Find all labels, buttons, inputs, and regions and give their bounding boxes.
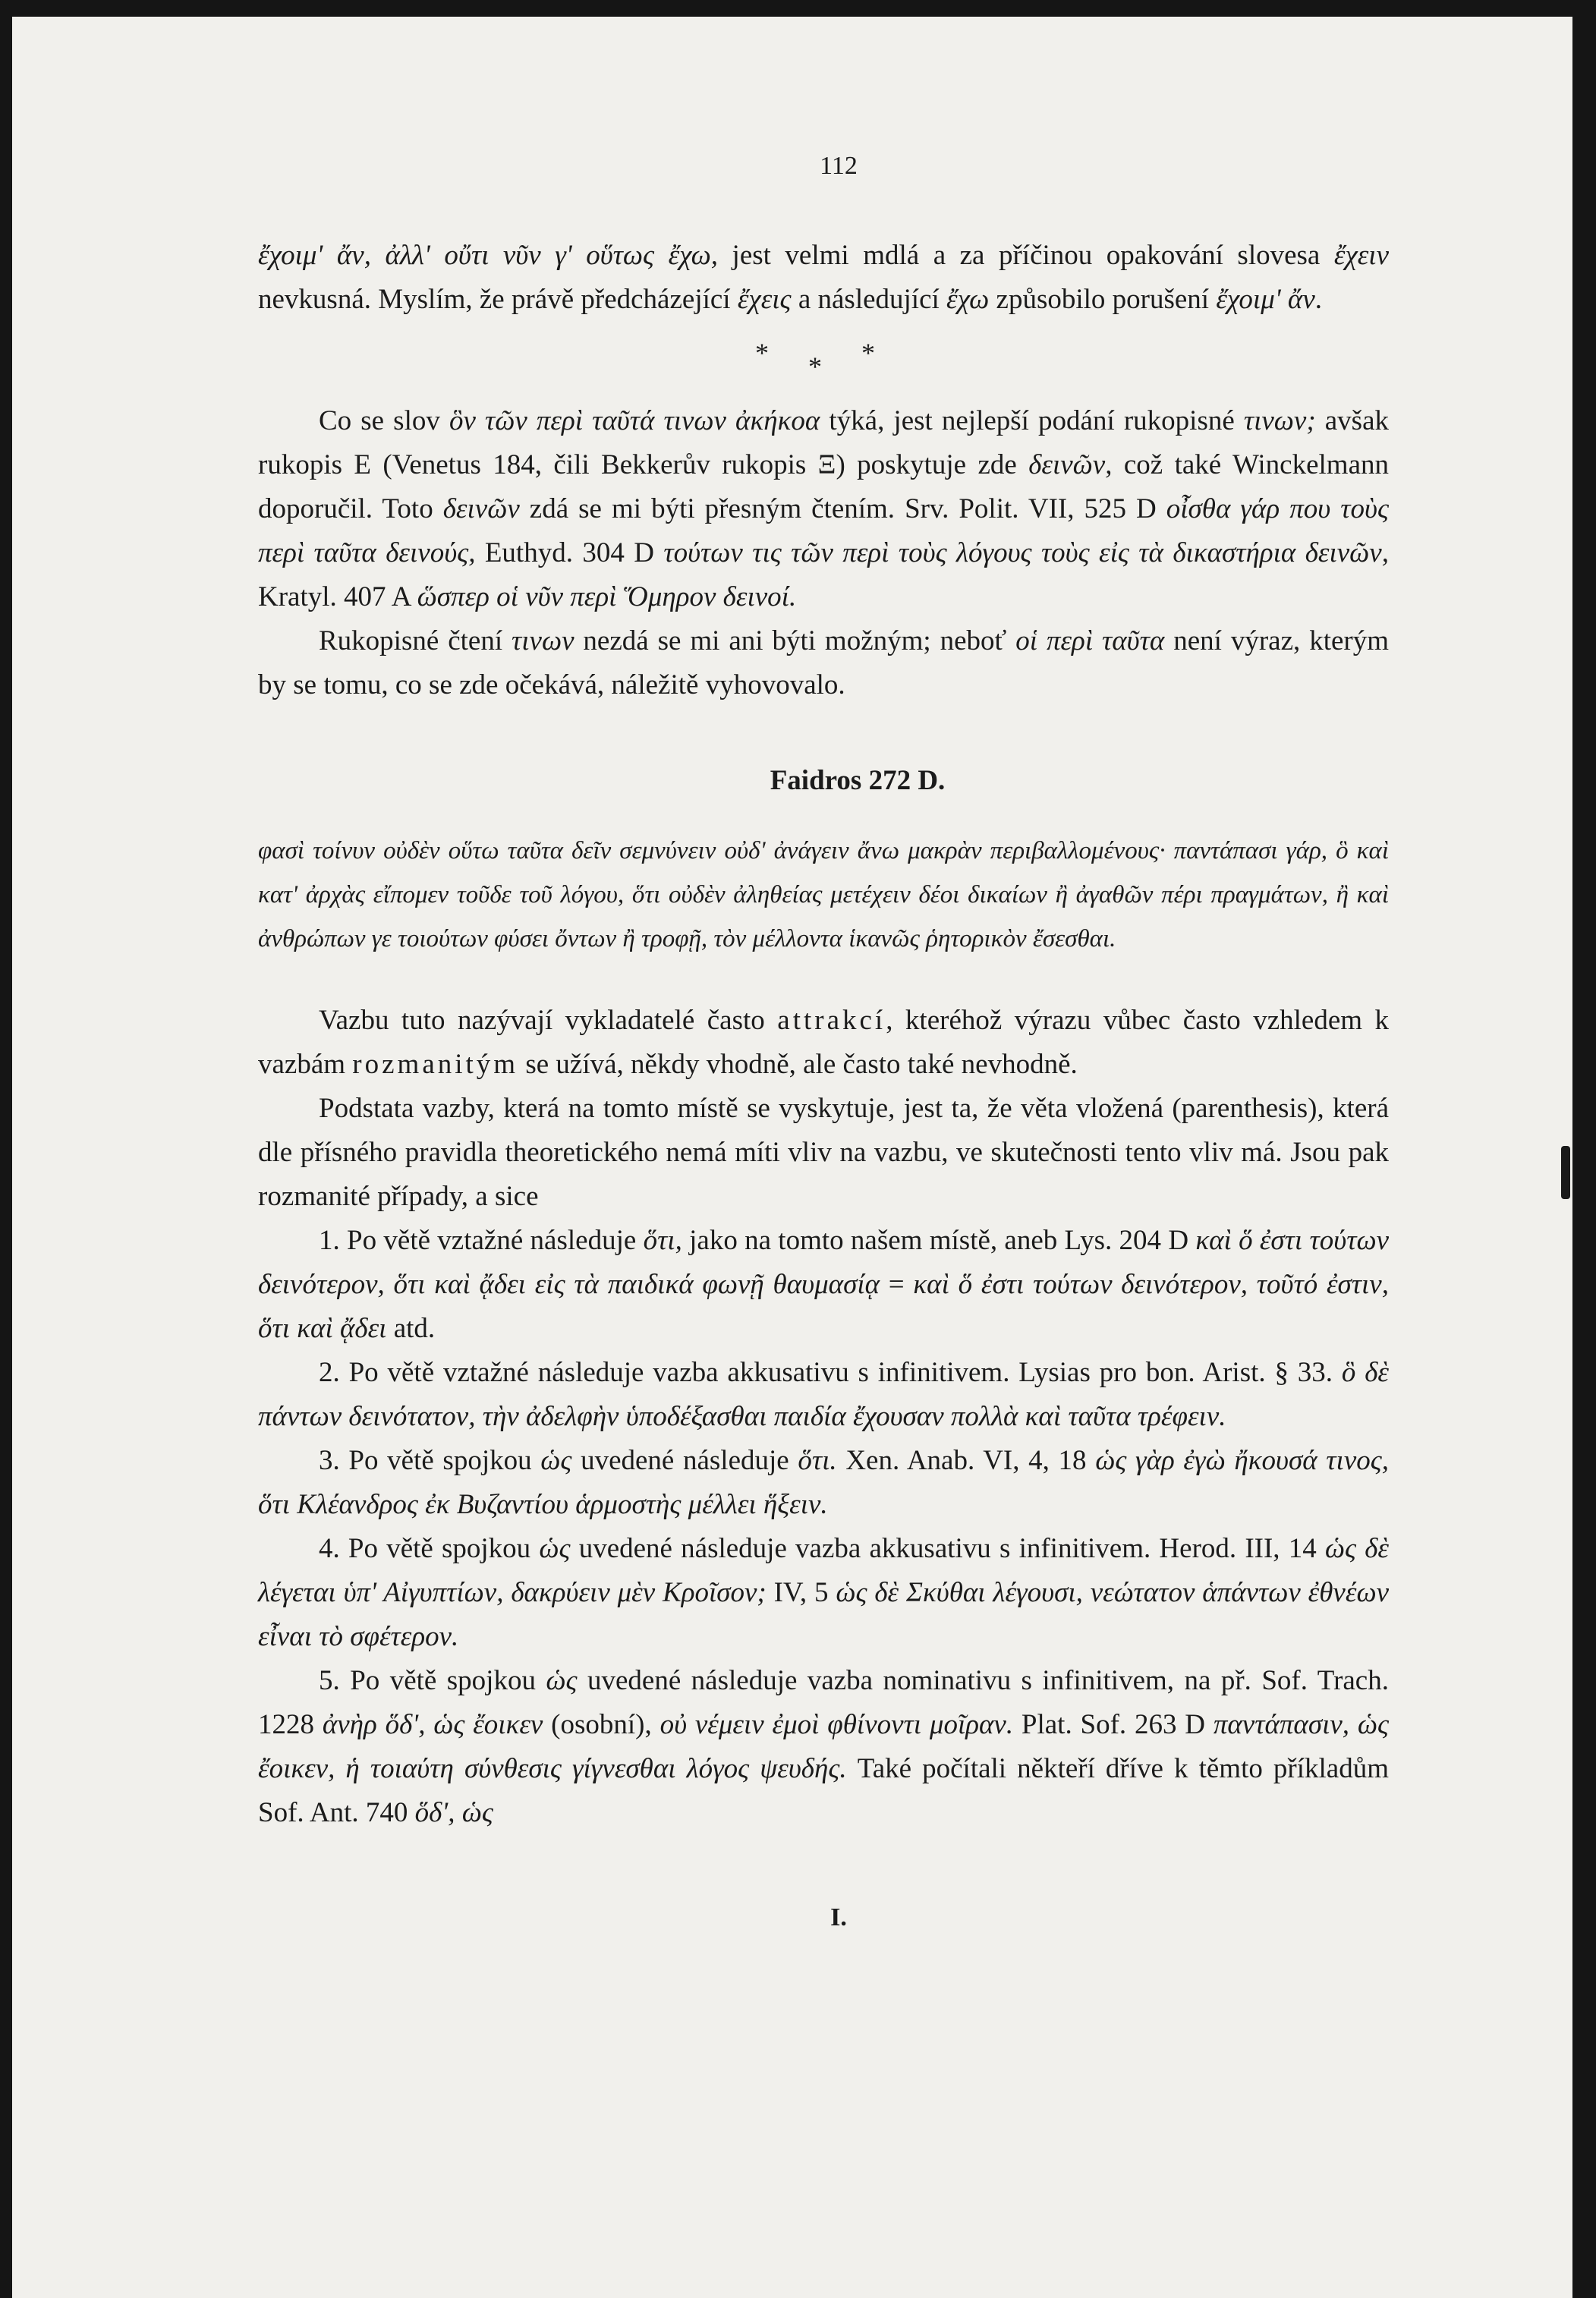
- list-item-2: 2. Po větě vztažné následuje vazba akkusativu s infinitivem. Lysias pro bon. Arist. § 33. ὃ δὲ πάντων δεινότατον, τὴν ἀδελφὴν ὑποδέξασθαι παιδία ἔχουσαν πολλὰ καὶ ταῦτα τρέφειν.: [258, 1357, 1389, 1432]
- paragraph-3: Rukopisné čtení τινων nezdá se mi ani býti možným; neboť οἱ περὶ ταῦτα není výraz, kterým by se tomu, co se zde očekává, náležitě vyhovovalo.: [258, 625, 1389, 700]
- scan-border-top: [0, 0, 1596, 17]
- greek-quotation: φασὶ τοίνυν οὐδὲν οὕτω ταῦτα δεῖν σεμνύνειν οὐδ' ἀνάγειν ἄνω μακρὰν περιβαλλομένους· παντάπασι γάρ, ὃ καὶ κατ' ἀρχὰς εἴπομεν τοῦδε τοῦ λόγου, ὅτι οὐδὲν ἀληθείας μετέχειν δέοι δικαίων ἢ ἀγαθῶν πέρι πραγμάτων, ἢ καὶ ἀνθρώπων γε τοιούτων φύσει ὄντων ἢ τροφῇ, τὸν μέλλοντα ἱκανῶς ῥητορικὸν ἔσεσθαι.: [258, 837, 1389, 952]
- paragraph-5: Podstata vazby, která na tomto místě se vyskytuje, jest ta, že věta vložená (parenthesis), která dle přísného pravidla theoretického nemá míti vliv na vazbu, ve skutečnosti tento vliv má. Jsou pak rozmanité případy, a sice: [258, 1093, 1389, 1212]
- list-item-4: 4. Po větě spojkou ὡς uvedené následuje vazba akkusativu s infinitivem. Herod. III, 14 ὡς δὲ λέγεται ὑπ' Αἰγυπτίων, δακρύειν μὲν Κροῖσον; IV, 5 ὡς δὲ Σκύθαι λέγουσι, νεώτατον ἁπάντων ἐθνέων εἶναι τὸ σφέτερον.: [258, 1533, 1390, 1652]
- signature-mark: I.: [830, 1903, 847, 1931]
- paragraph-4: Vazbu tuto nazývají vykladatelé často attrakcí, kteréhož výrazu vůbec často vzhledem k vazbám rozmanitým se užívá, někdy vhodně, ale často také nevhodně.: [258, 1005, 1390, 1080]
- page-edge-mark: [1561, 1146, 1570, 1199]
- section-heading: Faidros 272 D.: [770, 765, 946, 796]
- scan-border-right: [1572, 0, 1596, 2298]
- paragraph-1: ἔχοιμ' ἄν, ἀλλ' οὔτι νῦν γ' οὕτως ἔχω, jest velmi mdlá a za příčinou opakování slovesa ἔχειν nevkusná. Myslím, že právě předcházející ἔχεις a následující ἔχω způsobilo porušení ἔχοιμ' ἄν.: [258, 240, 1389, 315]
- scan-border-left: [0, 0, 12, 2298]
- list-item-5: 5. Po větě spojkou ὡς uvedené následuje vazba nominativu s infinitivem, na př. Sof. Trach. 1228 ἀνὴρ ὅδ', ὡς ἔοικεν (osobní), οὐ νέμειν ἐμοὶ φθίνοντι μοῖραν. Plat. Sof. 263 D παντάπασιν, ὡς ἔοικεν, ἡ τοιαύτη σύνθεσις γίγνεσθαι λόγος ψευδής. Také počítali někteří dříve k těmto příkladům Sof. Ant. 740 ὅδ', ὡς: [258, 1665, 1389, 1828]
- paragraph-2: Co se slov ὃν τῶν περὶ ταῦτά τινων ἀκήκοα týká, jest nejlepší podání rukopisné τινων; avšak rukopis E (Venetus 184, čili Bekkerův rukopis Ξ) poskytuje zde δεινῶν, což také Winckelmann doporučil. Toto δεινῶν zdá se mi býti přesným čtením. Srv. Polit. VII, 525 D οἶσθα γάρ που τοὺς περὶ ταῦτα δεινούς, Euthyd. 304 D τούτων τις τῶν περὶ τοὺς λόγους τοὺς εἰς τὰ δικαστήρια δεινῶν, Kratyl. 407 A ὥσπερ οἱ νῦν περὶ Ὅμηρον δεινοί.: [258, 405, 1390, 612]
- list-item-1: 1. Po větě vztažné následuje ὅτι, jako na tomto našem místě, aneb Lys. 204 D καὶ ὅ ἐστι τούτων δεινότερον, ὅτι καὶ ᾄδει εἰς τὰ παιδικά φωνῇ θαυμασίᾳ = καὶ ὅ ἐστι τούτων δεινότερον, τοῦτό ἐστιν, ὅτι καὶ ᾄδει atd.: [258, 1225, 1389, 1344]
- list-item-3: 3. Po větě spojkou ὡς uvedené následuje ὅτι. Xen. Anab. VI, 4, 18 ὡς γὰρ ἐγὼ ἤκουσά τινος, ὅτι Κλέανδρος ἐκ Βυζαντίου ἁρμοστὴς μέλλει ἥξειν.: [258, 1445, 1389, 1520]
- page-number: 112: [820, 152, 858, 180]
- section-separator: * * *: [755, 338, 875, 382]
- page-body: [258, 152, 1389, 1932]
